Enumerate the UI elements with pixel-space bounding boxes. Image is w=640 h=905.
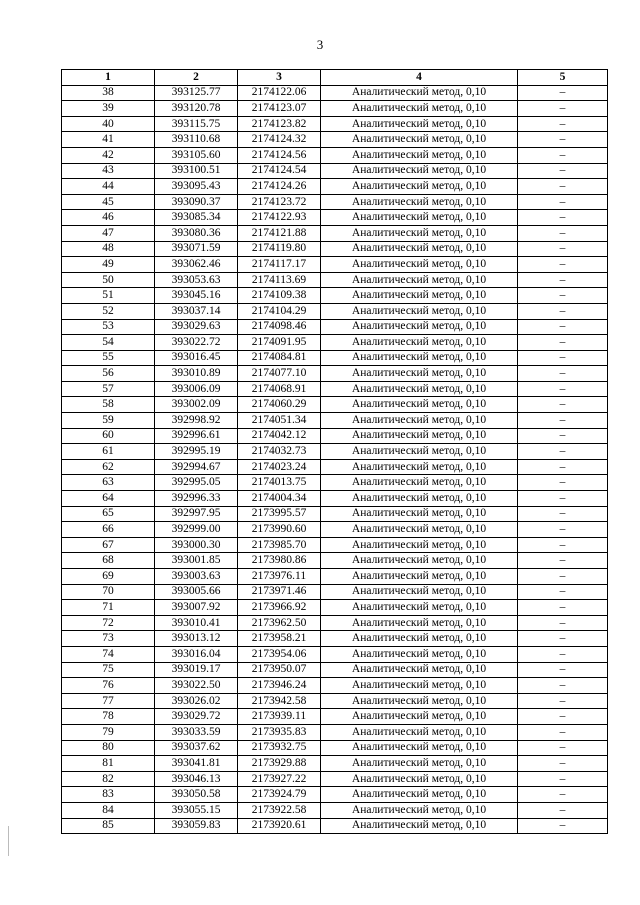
table-row: [62, 413, 608, 429]
coordinate-y-cell: 2173939.11: [238, 709, 321, 725]
coordinate-y-cell: 2173971.46: [238, 584, 321, 600]
remark-cell: –: [518, 475, 608, 491]
table-row: [62, 818, 608, 834]
table-row: [62, 584, 608, 600]
coordinate-y-cell: 2173954.06: [238, 646, 321, 662]
remark-cell: –: [518, 163, 608, 179]
remark-cell: –: [518, 646, 608, 662]
coordinate-y-cell: 2173958.21: [238, 631, 321, 647]
point-number-cell: 62: [62, 459, 155, 475]
coordinate-y-cell: 2173924.79: [238, 787, 321, 803]
point-number-cell: 56: [62, 366, 155, 382]
coordinate-x-cell: 393120.78: [155, 101, 238, 117]
coordinate-x-cell: 392997.95: [155, 506, 238, 522]
table-row: [62, 335, 608, 351]
table-row: [62, 802, 608, 818]
coordinate-x-cell: 393046.13: [155, 771, 238, 787]
method-accuracy-cell: Аналитический метод, 0,10: [321, 147, 518, 163]
table-row: [62, 475, 608, 491]
table-row: [62, 678, 608, 694]
method-accuracy-cell: Аналитический метод, 0,10: [321, 366, 518, 382]
coordinate-y-cell: 2174042.12: [238, 428, 321, 444]
coordinate-y-cell: 2174121.88: [238, 225, 321, 241]
scan-margin-mark: [8, 826, 9, 856]
coordinate-x-cell: 393050.58: [155, 787, 238, 803]
method-accuracy-cell: Аналитический метод, 0,10: [321, 179, 518, 195]
coordinate-x-cell: 393010.41: [155, 615, 238, 631]
table-row: [62, 241, 608, 257]
point-number-cell: 45: [62, 194, 155, 210]
method-accuracy-cell: Аналитический метод, 0,10: [321, 85, 518, 101]
remark-cell: –: [518, 335, 608, 351]
table-body: [62, 85, 608, 834]
point-number-cell: 75: [62, 662, 155, 678]
remark-cell: –: [518, 709, 608, 725]
remark-cell: –: [518, 85, 608, 101]
coordinate-x-cell: 393019.17: [155, 662, 238, 678]
coordinate-x-cell: 393110.68: [155, 132, 238, 148]
table-row: [62, 756, 608, 772]
point-number-cell: 65: [62, 506, 155, 522]
remark-cell: –: [518, 147, 608, 163]
table-row: [62, 101, 608, 117]
coordinate-x-cell: 393055.15: [155, 802, 238, 818]
method-accuracy-cell: Аналитический метод, 0,10: [321, 569, 518, 585]
remark-cell: –: [518, 522, 608, 538]
table-row: [62, 350, 608, 366]
table-row: [62, 179, 608, 195]
coordinate-x-cell: 393029.72: [155, 709, 238, 725]
point-number-cell: 61: [62, 444, 155, 460]
method-accuracy-cell: Аналитический метод, 0,10: [321, 350, 518, 366]
point-number-cell: 39: [62, 101, 155, 117]
remark-cell: –: [518, 272, 608, 288]
method-accuracy-cell: Аналитический метод, 0,10: [321, 506, 518, 522]
method-accuracy-cell: Аналитический метод, 0,10: [321, 303, 518, 319]
remark-cell: –: [518, 756, 608, 772]
coordinate-y-cell: 2174032.73: [238, 444, 321, 460]
remark-cell: –: [518, 678, 608, 694]
remark-cell: –: [518, 288, 608, 304]
point-number-cell: 50: [62, 272, 155, 288]
coordinate-y-cell: 2173995.57: [238, 506, 321, 522]
remark-cell: –: [518, 101, 608, 117]
coordinate-y-cell: 2173942.58: [238, 693, 321, 709]
point-number-cell: 42: [62, 147, 155, 163]
point-number-cell: 71: [62, 600, 155, 616]
column-header-5: 5: [518, 70, 608, 86]
table-row: [62, 163, 608, 179]
table-row: [62, 272, 608, 288]
remark-cell: –: [518, 444, 608, 460]
point-number-cell: 52: [62, 303, 155, 319]
point-number-cell: 53: [62, 319, 155, 335]
coordinate-x-cell: 392995.05: [155, 475, 238, 491]
method-accuracy-cell: Аналитический метод, 0,10: [321, 475, 518, 491]
coordinate-x-cell: 393033.59: [155, 724, 238, 740]
table-row: [62, 210, 608, 226]
coordinate-x-cell: 393125.77: [155, 85, 238, 101]
coordinate-y-cell: 2173920.61: [238, 818, 321, 834]
coordinate-x-cell: 392995.19: [155, 444, 238, 460]
coordinate-x-cell: 393105.60: [155, 147, 238, 163]
column-header-4: 4: [321, 70, 518, 86]
point-number-cell: 47: [62, 225, 155, 241]
remark-cell: –: [518, 366, 608, 382]
coordinate-y-cell: 2174122.93: [238, 210, 321, 226]
table-row: [62, 537, 608, 553]
remark-cell: –: [518, 802, 608, 818]
table-row: [62, 194, 608, 210]
point-number-cell: 72: [62, 615, 155, 631]
method-accuracy-cell: Аналитический метод, 0,10: [321, 600, 518, 616]
coordinate-y-cell: 2173927.22: [238, 771, 321, 787]
coordinate-x-cell: 393090.37: [155, 194, 238, 210]
method-accuracy-cell: Аналитический метод, 0,10: [321, 646, 518, 662]
remark-cell: –: [518, 600, 608, 616]
table-row: [62, 288, 608, 304]
remark-cell: –: [518, 350, 608, 366]
coordinate-y-cell: 2173929.88: [238, 756, 321, 772]
point-number-cell: 81: [62, 756, 155, 772]
remark-cell: –: [518, 615, 608, 631]
method-accuracy-cell: Аналитический метод, 0,10: [321, 163, 518, 179]
table-row: [62, 615, 608, 631]
coordinate-x-cell: 393115.75: [155, 116, 238, 132]
point-number-cell: 66: [62, 522, 155, 538]
remark-cell: –: [518, 724, 608, 740]
coordinate-x-cell: 393037.62: [155, 740, 238, 756]
column-header-2: 2: [155, 70, 238, 86]
point-number-cell: 54: [62, 335, 155, 351]
method-accuracy-cell: Аналитический метод, 0,10: [321, 241, 518, 257]
coordinate-x-cell: 393010.89: [155, 366, 238, 382]
point-number-cell: 60: [62, 428, 155, 444]
table-row: [62, 397, 608, 413]
coordinate-x-cell: 393022.72: [155, 335, 238, 351]
remark-cell: –: [518, 381, 608, 397]
table-row: [62, 787, 608, 803]
table-row: [62, 631, 608, 647]
table-header-row: [62, 70, 608, 86]
coordinate-x-cell: 393001.85: [155, 553, 238, 569]
method-accuracy-cell: Аналитический метод, 0,10: [321, 522, 518, 538]
remark-cell: –: [518, 491, 608, 507]
point-number-cell: 58: [62, 397, 155, 413]
coordinate-y-cell: 2173990.60: [238, 522, 321, 538]
method-accuracy-cell: Аналитический метод, 0,10: [321, 740, 518, 756]
method-accuracy-cell: Аналитический метод, 0,10: [321, 288, 518, 304]
point-number-cell: 48: [62, 241, 155, 257]
method-accuracy-cell: Аналитический метод, 0,10: [321, 444, 518, 460]
remark-cell: –: [518, 537, 608, 553]
coordinate-x-cell: 393062.46: [155, 257, 238, 273]
method-accuracy-cell: Аналитический метод, 0,10: [321, 428, 518, 444]
method-accuracy-cell: Аналитический метод, 0,10: [321, 319, 518, 335]
point-number-cell: 79: [62, 724, 155, 740]
remark-cell: –: [518, 225, 608, 241]
coordinate-y-cell: 2173966.92: [238, 600, 321, 616]
coordinate-x-cell: 393013.12: [155, 631, 238, 647]
point-number-cell: 43: [62, 163, 155, 179]
coordinate-x-cell: 393085.34: [155, 210, 238, 226]
point-number-cell: 85: [62, 818, 155, 834]
coordinate-y-cell: 2174117.17: [238, 257, 321, 273]
coordinate-x-cell: 393002.09: [155, 397, 238, 413]
remark-cell: –: [518, 459, 608, 475]
table-row: [62, 366, 608, 382]
coordinate-y-cell: 2174004.34: [238, 491, 321, 507]
coordinate-y-cell: 2174109.38: [238, 288, 321, 304]
table-row: [62, 771, 608, 787]
table-row: [62, 303, 608, 319]
coordinate-y-cell: 2174023.24: [238, 459, 321, 475]
coordinate-x-cell: 393059.83: [155, 818, 238, 834]
coordinate-x-cell: 392998.92: [155, 413, 238, 429]
table-row: [62, 459, 608, 475]
coordinate-y-cell: 2174104.29: [238, 303, 321, 319]
coordinate-y-cell: 2174098.46: [238, 319, 321, 335]
table-row: [62, 116, 608, 132]
coordinate-x-cell: 393022.50: [155, 678, 238, 694]
table-row: [62, 381, 608, 397]
point-number-cell: 38: [62, 85, 155, 101]
coordinate-x-cell: 393007.92: [155, 600, 238, 616]
table-row: [62, 428, 608, 444]
remark-cell: –: [518, 693, 608, 709]
method-accuracy-cell: Аналитический метод, 0,10: [321, 724, 518, 740]
coordinate-y-cell: 2174077.10: [238, 366, 321, 382]
point-number-cell: 67: [62, 537, 155, 553]
method-accuracy-cell: Аналитический метод, 0,10: [321, 116, 518, 132]
remark-cell: –: [518, 116, 608, 132]
coordinate-y-cell: 2174051.34: [238, 413, 321, 429]
coordinate-x-cell: 393041.81: [155, 756, 238, 772]
point-number-cell: 51: [62, 288, 155, 304]
coordinate-y-cell: 2174091.95: [238, 335, 321, 351]
coordinate-x-cell: 393045.16: [155, 288, 238, 304]
point-number-cell: 80: [62, 740, 155, 756]
point-number-cell: 70: [62, 584, 155, 600]
remark-cell: –: [518, 818, 608, 834]
remark-cell: –: [518, 553, 608, 569]
coordinate-x-cell: 393080.36: [155, 225, 238, 241]
coordinate-y-cell: 2174122.06: [238, 85, 321, 101]
table-row: [62, 319, 608, 335]
coordinates-table: [61, 69, 608, 834]
coordinate-y-cell: 2174084.81: [238, 350, 321, 366]
coordinate-y-cell: 2174013.75: [238, 475, 321, 491]
point-number-cell: 57: [62, 381, 155, 397]
point-number-cell: 46: [62, 210, 155, 226]
remark-cell: –: [518, 584, 608, 600]
point-number-cell: 63: [62, 475, 155, 491]
coordinate-x-cell: 393005.66: [155, 584, 238, 600]
method-accuracy-cell: Аналитический метод, 0,10: [321, 553, 518, 569]
coordinate-x-cell: 393053.63: [155, 272, 238, 288]
method-accuracy-cell: Аналитический метод, 0,10: [321, 802, 518, 818]
coordinate-y-cell: 2173950.07: [238, 662, 321, 678]
point-number-cell: 78: [62, 709, 155, 725]
table-row: [62, 132, 608, 148]
coordinate-x-cell: 393071.59: [155, 241, 238, 257]
remark-cell: –: [518, 569, 608, 585]
method-accuracy-cell: Аналитический метод, 0,10: [321, 272, 518, 288]
point-number-cell: 77: [62, 693, 155, 709]
coordinate-y-cell: 2174123.82: [238, 116, 321, 132]
table-row: [62, 553, 608, 569]
table-row: [62, 693, 608, 709]
coordinate-y-cell: 2173932.75: [238, 740, 321, 756]
table-row: [62, 724, 608, 740]
method-accuracy-cell: Аналитический метод, 0,10: [321, 756, 518, 772]
coordinate-y-cell: 2173985.70: [238, 537, 321, 553]
coordinate-y-cell: 2174060.29: [238, 397, 321, 413]
table-row: [62, 662, 608, 678]
remark-cell: –: [518, 506, 608, 522]
method-accuracy-cell: Аналитический метод, 0,10: [321, 381, 518, 397]
remark-cell: –: [518, 319, 608, 335]
coordinate-y-cell: 2173980.86: [238, 553, 321, 569]
table-row: [62, 646, 608, 662]
method-accuracy-cell: Аналитический метод, 0,10: [321, 413, 518, 429]
point-number-cell: 74: [62, 646, 155, 662]
remark-cell: –: [518, 787, 608, 803]
table-row: [62, 522, 608, 538]
page-number: 3: [316, 37, 324, 52]
coordinate-x-cell: 393029.63: [155, 319, 238, 335]
coordinate-x-cell: 393003.63: [155, 569, 238, 585]
method-accuracy-cell: Аналитический метод, 0,10: [321, 771, 518, 787]
coordinate-y-cell: 2173962.50: [238, 615, 321, 631]
table-row: [62, 491, 608, 507]
method-accuracy-cell: Аналитический метод, 0,10: [321, 787, 518, 803]
point-number-cell: 84: [62, 802, 155, 818]
method-accuracy-cell: Аналитический метод, 0,10: [321, 615, 518, 631]
remark-cell: –: [518, 179, 608, 195]
coordinate-x-cell: 393037.14: [155, 303, 238, 319]
point-number-cell: 76: [62, 678, 155, 694]
table-row: [62, 740, 608, 756]
coordinate-y-cell: 2173976.11: [238, 569, 321, 585]
coordinate-x-cell: 393095.43: [155, 179, 238, 195]
remark-cell: –: [518, 740, 608, 756]
remark-cell: –: [518, 132, 608, 148]
method-accuracy-cell: Аналитический метод, 0,10: [321, 491, 518, 507]
point-number-cell: 83: [62, 787, 155, 803]
coordinate-x-cell: 392999.00: [155, 522, 238, 538]
remark-cell: –: [518, 662, 608, 678]
point-number-cell: 64: [62, 491, 155, 507]
method-accuracy-cell: Аналитический метод, 0,10: [321, 631, 518, 647]
coordinate-x-cell: 393016.04: [155, 646, 238, 662]
method-accuracy-cell: Аналитический метод, 0,10: [321, 194, 518, 210]
point-number-cell: 69: [62, 569, 155, 585]
coordinate-x-cell: 393100.51: [155, 163, 238, 179]
point-number-cell: 40: [62, 116, 155, 132]
coordinate-x-cell: 393016.45: [155, 350, 238, 366]
point-number-cell: 49: [62, 257, 155, 273]
method-accuracy-cell: Аналитический метод, 0,10: [321, 459, 518, 475]
table-row: [62, 709, 608, 725]
table-row: [62, 257, 608, 273]
coordinate-y-cell: 2173935.83: [238, 724, 321, 740]
coordinate-y-cell: 2174124.26: [238, 179, 321, 195]
method-accuracy-cell: Аналитический метод, 0,10: [321, 257, 518, 273]
method-accuracy-cell: Аналитический метод, 0,10: [321, 537, 518, 553]
table-row: [62, 85, 608, 101]
table-row: [62, 569, 608, 585]
coordinate-y-cell: 2174124.56: [238, 147, 321, 163]
point-number-cell: 59: [62, 413, 155, 429]
coordinate-y-cell: 2174124.32: [238, 132, 321, 148]
point-number-cell: 44: [62, 179, 155, 195]
method-accuracy-cell: Аналитический метод, 0,10: [321, 818, 518, 834]
column-header-1: 1: [62, 70, 155, 86]
remark-cell: –: [518, 631, 608, 647]
column-header-3: 3: [238, 70, 321, 86]
coordinate-x-cell: 392996.33: [155, 491, 238, 507]
remark-cell: –: [518, 303, 608, 319]
coordinate-x-cell: 392996.61: [155, 428, 238, 444]
point-number-cell: 73: [62, 631, 155, 647]
method-accuracy-cell: Аналитический метод, 0,10: [321, 335, 518, 351]
remark-cell: –: [518, 210, 608, 226]
method-accuracy-cell: Аналитический метод, 0,10: [321, 397, 518, 413]
coordinate-x-cell: 393000.30: [155, 537, 238, 553]
coordinate-y-cell: 2174068.91: [238, 381, 321, 397]
method-accuracy-cell: Аналитический метод, 0,10: [321, 210, 518, 226]
coordinate-y-cell: 2174113.69: [238, 272, 321, 288]
table-row: [62, 225, 608, 241]
method-accuracy-cell: Аналитический метод, 0,10: [321, 678, 518, 694]
method-accuracy-cell: Аналитический метод, 0,10: [321, 225, 518, 241]
coordinate-y-cell: 2173946.24: [238, 678, 321, 694]
point-number-cell: 41: [62, 132, 155, 148]
remark-cell: –: [518, 241, 608, 257]
remark-cell: –: [518, 413, 608, 429]
point-number-cell: 68: [62, 553, 155, 569]
coordinate-x-cell: 392994.67: [155, 459, 238, 475]
method-accuracy-cell: Аналитический метод, 0,10: [321, 132, 518, 148]
remark-cell: –: [518, 397, 608, 413]
table-row: [62, 147, 608, 163]
coordinate-y-cell: 2174124.54: [238, 163, 321, 179]
method-accuracy-cell: Аналитический метод, 0,10: [321, 584, 518, 600]
point-number-cell: 82: [62, 771, 155, 787]
remark-cell: –: [518, 771, 608, 787]
coordinate-y-cell: 2174123.72: [238, 194, 321, 210]
table-row: [62, 600, 608, 616]
table-row: [62, 444, 608, 460]
remark-cell: –: [518, 428, 608, 444]
coordinate-y-cell: 2174123.07: [238, 101, 321, 117]
coordinate-y-cell: 2174119.80: [238, 241, 321, 257]
remark-cell: –: [518, 194, 608, 210]
remark-cell: –: [518, 257, 608, 273]
method-accuracy-cell: Аналитический метод, 0,10: [321, 662, 518, 678]
method-accuracy-cell: Аналитический метод, 0,10: [321, 693, 518, 709]
method-accuracy-cell: Аналитический метод, 0,10: [321, 709, 518, 725]
coordinate-y-cell: 2173922.58: [238, 802, 321, 818]
method-accuracy-cell: Аналитический метод, 0,10: [321, 101, 518, 117]
point-number-cell: 55: [62, 350, 155, 366]
coordinate-x-cell: 393026.02: [155, 693, 238, 709]
coordinate-x-cell: 393006.09: [155, 381, 238, 397]
table-row: [62, 506, 608, 522]
